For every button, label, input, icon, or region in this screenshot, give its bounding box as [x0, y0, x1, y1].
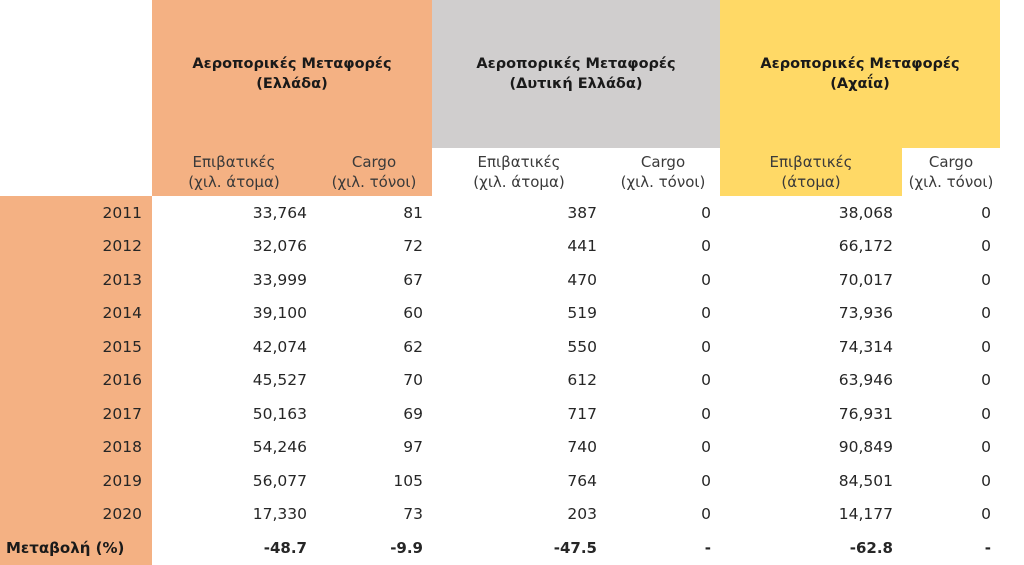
value-cell: 62 — [403, 337, 423, 356]
group-header-western-greece — [432, 0, 720, 148]
value-cell: 33,764 — [252, 203, 307, 222]
group-header-title: Αεροπορικές Μεταφορές — [760, 56, 960, 72]
change-label: Μεταβολή (%) — [0, 531, 152, 565]
table-row — [0, 230, 1000, 264]
value-cell: 470 — [567, 270, 597, 289]
value-cell: 90,849 — [838, 438, 893, 457]
subheader-unit: (χιλ. άτομα) — [188, 173, 280, 191]
subheader-label: Cargo — [351, 153, 397, 171]
subheader-cell — [720, 148, 902, 196]
table-row — [0, 498, 1000, 532]
value-cell: 441 — [567, 237, 597, 256]
table-row — [0, 431, 1000, 465]
subheader-label: Επιβατικές — [769, 153, 853, 171]
change-value: - — [704, 539, 711, 557]
year-cell: 2020 — [0, 498, 152, 532]
year-cell: 2014 — [0, 297, 152, 331]
value-cell: 74,314 — [838, 337, 893, 356]
value-cell: 70 — [403, 371, 423, 390]
value-cell: 0 — [981, 404, 991, 423]
value-cell: 0 — [981, 371, 991, 390]
value-cell: 0 — [701, 505, 711, 524]
subheader-label: Επιβατικές — [477, 153, 561, 171]
subheader-cell — [316, 148, 432, 196]
value-cell: 32,076 — [252, 237, 307, 256]
value-cell: 0 — [701, 203, 711, 222]
corner-cell — [0, 148, 152, 196]
value-cell: 14,177 — [838, 505, 893, 524]
value-cell: 72 — [403, 237, 423, 256]
value-cell: 612 — [567, 371, 597, 390]
value-cell: 203 — [567, 505, 597, 524]
value-cell: 0 — [701, 371, 711, 390]
subheader-cell — [902, 148, 1000, 196]
value-cell: 0 — [701, 337, 711, 356]
subheader-cell — [432, 148, 606, 196]
value-cell: 66,172 — [838, 237, 893, 256]
table-row — [0, 397, 1000, 431]
value-cell: 387 — [567, 203, 597, 222]
group-header-region: (Αχαΐα) — [830, 76, 890, 92]
table-row — [0, 263, 1000, 297]
value-cell: 740 — [567, 438, 597, 457]
value-cell: 0 — [701, 304, 711, 323]
year-cell: 2018 — [0, 431, 152, 465]
subheader-label: Cargo — [640, 153, 686, 171]
value-cell: 84,501 — [838, 471, 893, 490]
year-cell: 2015 — [0, 330, 152, 364]
value-cell: 76,931 — [838, 404, 893, 423]
group-header-region: (Ελλάδα) — [256, 76, 328, 92]
table-row — [0, 196, 1000, 230]
value-cell: 0 — [701, 404, 711, 423]
value-cell: 97 — [403, 438, 423, 457]
value-cell: 0 — [981, 270, 991, 289]
value-cell: 0 — [981, 337, 991, 356]
value-cell: 717 — [567, 404, 597, 423]
value-cell: 70,017 — [838, 270, 893, 289]
subheader-unit: (χιλ. τόνοι) — [620, 173, 706, 191]
group-header-region: (Δυτική Ελλάδα) — [509, 76, 643, 92]
subheader-unit: (χιλ. τόνοι) — [331, 173, 417, 191]
change-value: -48.7 — [263, 539, 307, 557]
year-cell: 2011 — [0, 196, 152, 230]
subheader-unit: (χιλ. τόνοι) — [908, 173, 994, 191]
year-cell: 2016 — [0, 364, 152, 398]
change-value: - — [984, 539, 991, 557]
subheader-cell — [152, 148, 316, 196]
group-header-title: Αεροπορικές Μεταφορές — [476, 56, 676, 72]
group-header-greece — [152, 0, 432, 148]
value-cell: 67 — [403, 270, 423, 289]
value-cell: 0 — [981, 438, 991, 457]
value-cell: 519 — [567, 304, 597, 323]
year-cell: 2013 — [0, 263, 152, 297]
value-cell: 0 — [981, 505, 991, 524]
change-value: -9.9 — [390, 539, 423, 557]
corner-cell — [0, 0, 152, 148]
subheader-label: Cargo — [928, 153, 974, 171]
year-cell: 2019 — [0, 464, 152, 498]
change-row — [0, 531, 1000, 565]
value-cell: 17,330 — [252, 505, 307, 524]
value-cell: 38,068 — [838, 203, 893, 222]
table-row — [0, 364, 1000, 398]
value-cell: 0 — [701, 270, 711, 289]
subheader-label: Επιβατικές — [192, 153, 276, 171]
subheader-unit: (άτομα) — [781, 173, 841, 191]
value-cell: 0 — [981, 471, 991, 490]
value-cell: 0 — [701, 237, 711, 256]
value-cell: 73,936 — [838, 304, 893, 323]
value-cell: 73 — [403, 505, 423, 524]
value-cell: 81 — [403, 203, 423, 222]
change-value: -62.8 — [849, 539, 893, 557]
value-cell: 45,527 — [252, 371, 307, 390]
value-cell: 0 — [981, 237, 991, 256]
value-cell: 56,077 — [252, 471, 307, 490]
value-cell: 54,246 — [252, 438, 307, 457]
value-cell: 550 — [567, 337, 597, 356]
value-cell: 60 — [403, 304, 423, 323]
year-cell: 2012 — [0, 230, 152, 264]
value-cell: 0 — [701, 438, 711, 457]
subheader-unit: (χιλ. άτομα) — [473, 173, 565, 191]
group-header-achaia — [720, 0, 1000, 148]
value-cell: 0 — [981, 203, 991, 222]
value-cell: 764 — [567, 471, 597, 490]
value-cell: 63,946 — [838, 371, 893, 390]
year-cell: 2017 — [0, 397, 152, 431]
change-value: -47.5 — [553, 539, 597, 557]
value-cell: 0 — [981, 304, 991, 323]
value-cell: 42,074 — [252, 337, 307, 356]
group-header-title: Αεροπορικές Μεταφορές — [192, 56, 392, 72]
table-row — [0, 297, 1000, 331]
value-cell: 50,163 — [252, 404, 307, 423]
value-cell: 33,999 — [252, 270, 307, 289]
value-cell: 105 — [393, 471, 423, 490]
subheader-cell — [606, 148, 720, 196]
value-cell: 39,100 — [252, 304, 307, 323]
table-row — [0, 464, 1000, 498]
table-row — [0, 330, 1000, 364]
value-cell: 69 — [403, 404, 423, 423]
value-cell: 0 — [701, 471, 711, 490]
